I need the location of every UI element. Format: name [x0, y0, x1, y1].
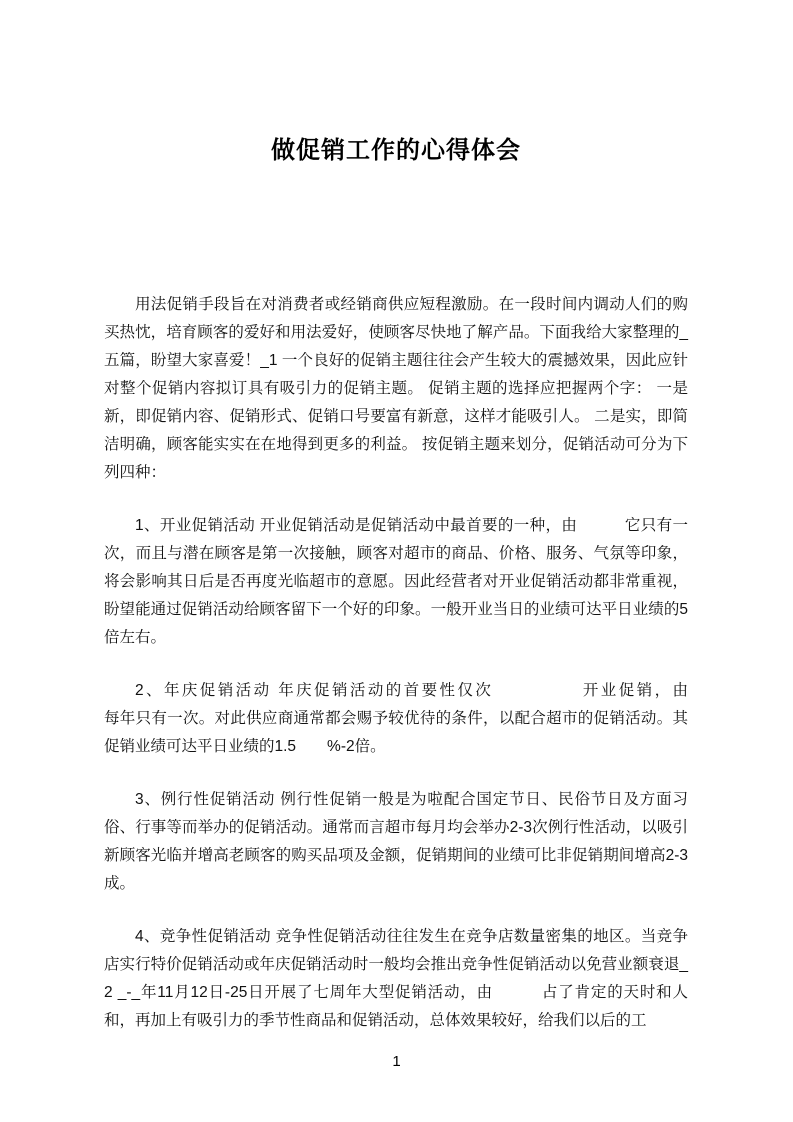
paragraph-intro: 用法促销手段旨在对消费者或经销商供应短程激励。在一段时间内调动人们的购买热忱，培育顾客的爱好和用法爱好，使顾客尽快地了解产品。下面我给大家整理的_五篇，盼望大家喜爱！_1 一个良好的促销主题往往会产生较大的震撼效果，因此应针对整个促销内容拟订具有吸引力的促销主题。 促销主题的选择应把握两个字： 一是新，即促销内容、促销形式、促销口号要富有新意，这样才能吸引人。 二是实，即简洁明确，顾客能实实在在地得到更多的利益。 按促销主题来划分，促销活动可分为下列四种： — [104, 296, 688, 481]
paragraph-routine-promotion: 3、例行性促销活动 例行性促销一般是为啦配合国定节日、民俗节日及方面习俗、行事等而举办的促销活动。通常而言超市每月均会举办2-3次例行性活动，以吸引新顾客光临并增高老顾客的购买品项及金额，促销期间的业绩可比非促销期间增高2-3成。 — [104, 791, 688, 892]
paragraph-competitive-promotion: 4、竞争性促销活动 竞争性促销活动往往发生在竞争店数量密集的地区。当竞争店实行特价促销活动或年庆促销活动时一般均会推出竞争性促销活动以免营业额衰退_2 _-_年11月12日-25日开展了七周年大型促销活动，由 占了肯定的天时和人和，再加上有吸引力的季节性商品和促销活动，总体效果较好，给我们以后的工 — [104, 928, 688, 1029]
paragraph-anniversary-promotion: 2、年庆促销活动 年庆促销活动的首要性仅次 开业促销，由 每年只有一次。对此供应商通常都会赐予较优待的条件，以配合超市的促销活动。其促销业绩可达平日业绩的1.5 %-2倍。 — [104, 682, 751, 755]
document-title: 做促销工作的心得体会 — [271, 137, 521, 164]
paragraph-opening-promotion: 1、开业促销活动 开业促销活动是促销活动中最首要的一种，由 它只有一次，而且与潜在顾客是第一次接触，顾客对超市的商品、价格、服务、气氛等印象，将会影响其日后是否再度光临超市的意愿。因此经营者对开业促销活动都非常重视，盼望能通过促销活动给顾客留下一个好的印象。一般开业当日的业绩可达平日业绩的5 倍左右。 — [104, 517, 688, 646]
document-body — [104, 291, 751, 1035]
page-number: 1 — [392, 1053, 401, 1070]
